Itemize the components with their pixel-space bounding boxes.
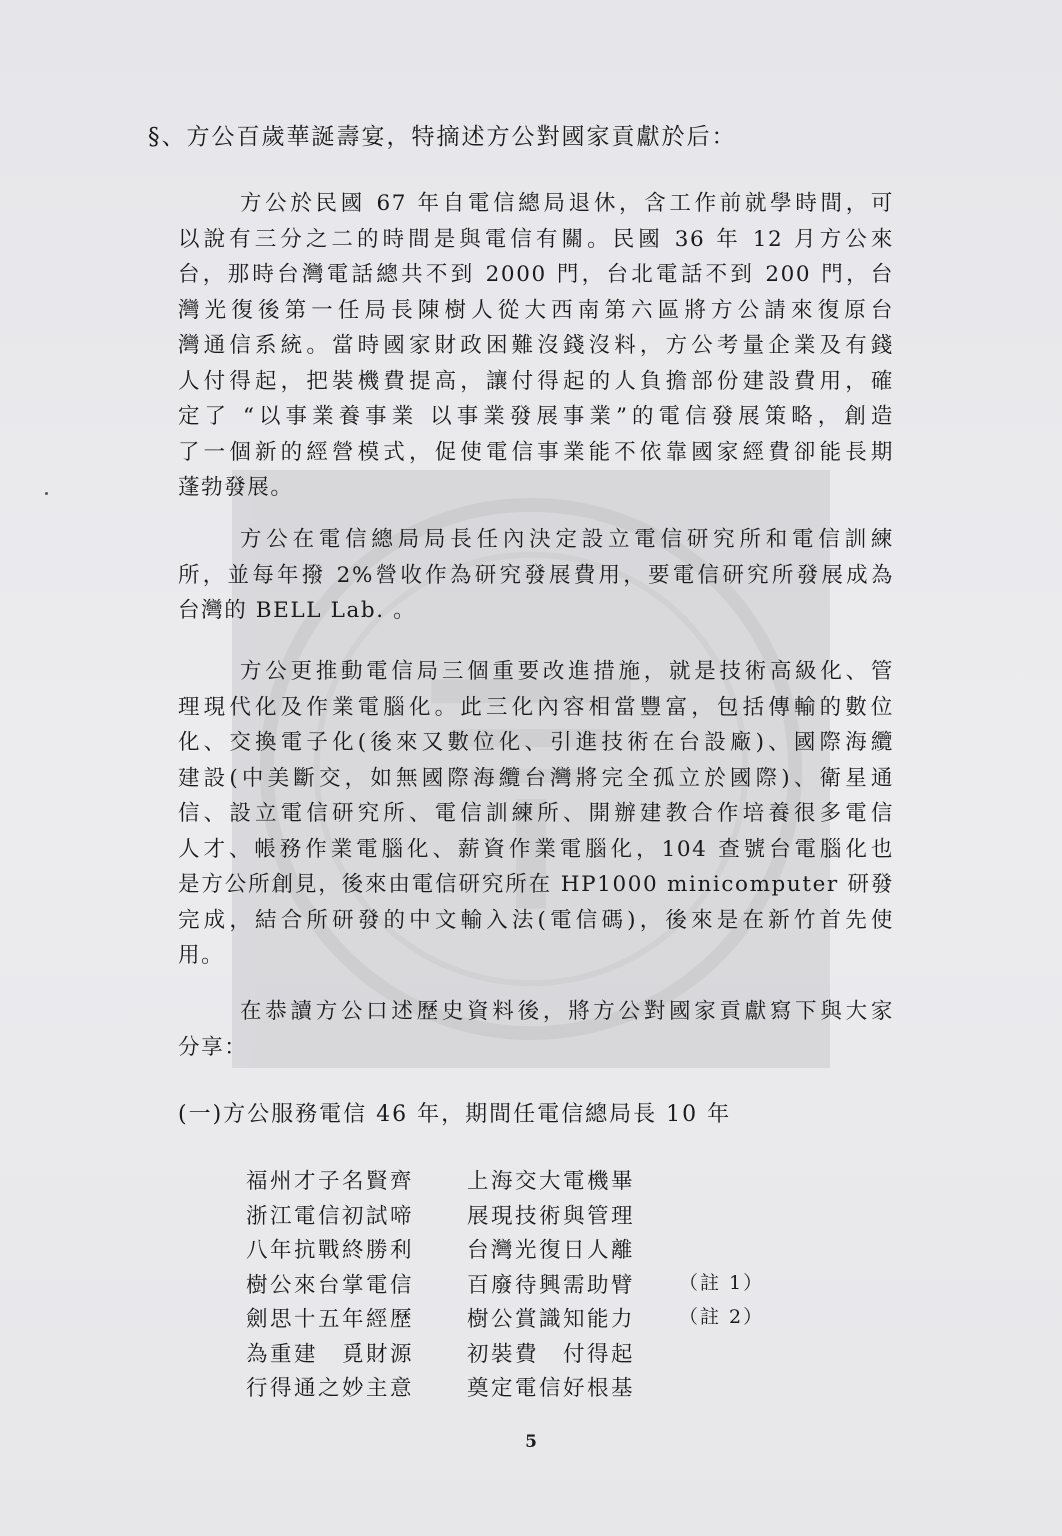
paragraph-line: 理現代化及作業電腦化。此三化內容相當豐富，包括傳輸的數位	[178, 694, 894, 720]
verse-note: （註 1）	[679, 1271, 765, 1294]
paragraph-line: 蓬勃發展。	[178, 475, 294, 500]
paragraph-line: 方公在電信總局局長任內決定設立電信研究所和電信訓練	[240, 527, 894, 552]
paragraph-line: 灣通信系統。當時國家財政困難沒錢沒料，方公考量企業及有錢	[178, 333, 894, 358]
paragraph-1	[178, 186, 894, 506]
verse-left: 福州才子名賢齊	[246, 1169, 415, 1194]
paragraph-line: 以說有三分之二的時間是與電信有關。民國 36 年 12 月方公來	[178, 226, 894, 252]
paragraph-line: 了一個新的經營模式，促使電信事業能不依靠國家經費卻能長期	[178, 439, 894, 465]
page-number: 5	[525, 1432, 537, 1452]
paragraph-3	[178, 654, 894, 974]
verse-left: 樹公來台掌電信	[246, 1272, 415, 1298]
paragraph-line: 在恭讀方公口述歷史資料後，將方公對國家貢獻寫下與大家	[240, 999, 894, 1024]
paragraph-line: 定了 “以事業養事業 以事業發展事業”的電信發展策略，創造	[178, 404, 894, 429]
paragraph-line: 人付得起，把裝機費提高，讓付得起的人負擔部份建設費用，確	[178, 368, 894, 394]
paragraph-line: 化、交換電子化(後來又數位化、引進技術在台設廠)、國際海纜	[178, 730, 894, 755]
paragraph-line: 人才、帳務作業電腦化、薪資作業電腦化，104 查號台電腦化也	[178, 836, 894, 862]
paragraph-line: 方公於民國 67 年自電信總局退休，含工作前就學時間，可	[240, 191, 894, 216]
subsection-title: (一)方公服務電信 46 年，期間任電信總局長 10 年	[178, 1102, 732, 1127]
paragraph-line: 台，那時台灣電話總共不到 2000 門，台北電話不到 200 門，台	[178, 262, 894, 287]
verse-right: 樹公賞識知能力	[467, 1307, 636, 1332]
verse-right: 初裝費 付得起	[467, 1341, 636, 1367]
section-heading: §、方公百歲華誕壽宴，特摘述方公對國家貢獻於后：	[148, 124, 737, 150]
paragraph-line: 建設(中美斷交，如無國際海纜台灣將完全孤立於國際)、衛星通	[178, 765, 894, 791]
verse-left: 為重建 覓財源	[246, 1341, 415, 1367]
paragraph-line: 信、設立電信研究所、電信訓練所、開辦建教合作培養很多電信	[178, 801, 894, 826]
paragraph-4	[178, 994, 894, 1065]
verse-right: 奠定電信好根基	[467, 1376, 636, 1401]
verse-right: 百廢待興需助臂	[467, 1272, 636, 1298]
verse-right: 上海交大電機畢	[467, 1169, 636, 1194]
verse-right: 台灣光復日人離	[467, 1238, 636, 1263]
paragraph-line: 分享：	[178, 1034, 248, 1060]
verse-right: 展現技術與管理	[467, 1203, 636, 1229]
paragraph-line: 所，並每年撥 2%營收作為研究發展費用，要電信研究所發展成為	[178, 562, 894, 588]
paragraph-line: 用。	[178, 943, 225, 968]
paragraph-line: 灣光復後第一任局長陳樹人從大西南第六區將方公請來復原台	[178, 297, 894, 323]
verse-left: 八年抗戰終勝利	[246, 1238, 415, 1263]
paragraph-line: 方公更推動電信局三個重要改進措施，就是技術高級化、管	[240, 659, 894, 684]
verse-left: 行得通之妙主意	[246, 1376, 415, 1401]
verse-left: 浙江電信初試啼	[246, 1203, 415, 1229]
paragraph-line: 台灣的 BELL Lab. 。	[178, 598, 417, 623]
verse-left: 劍思十五年經歷	[246, 1307, 415, 1332]
paragraph-line: 是方公所創見，後來由電信研究所在 HP1000 minicomputer 研發	[178, 872, 894, 897]
verse-note: （註 2）	[679, 1306, 765, 1328]
paragraph-2	[178, 522, 894, 629]
paragraph-line: 完成，結合所研發的中文輸入法(電信碼)，後來是在新竹首先使	[178, 907, 894, 933]
